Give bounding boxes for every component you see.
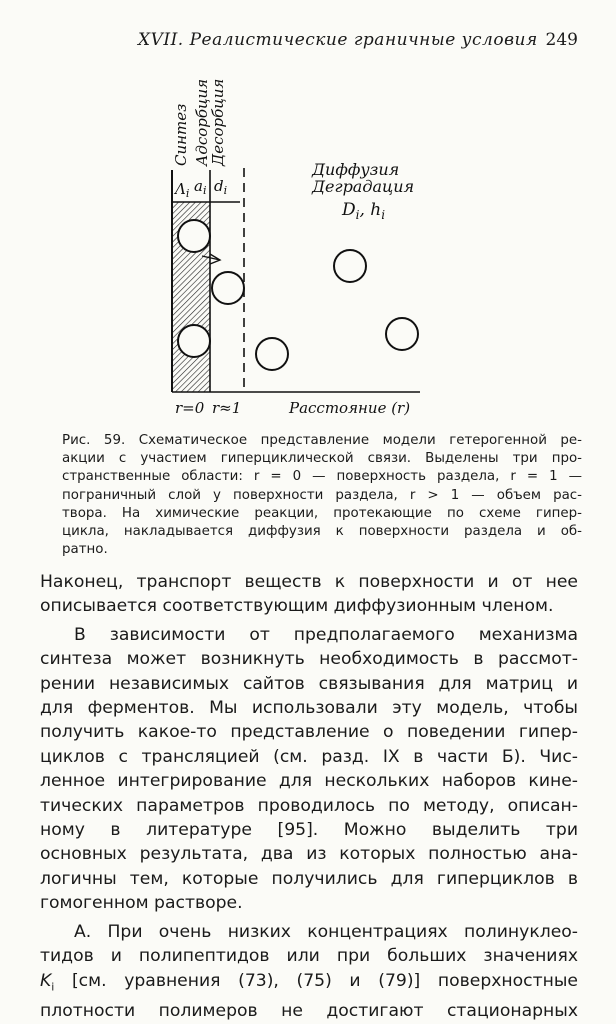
figure-caption — [62, 432, 582, 559]
text-line: гомогенном растворе. — [40, 893, 243, 914]
text-line: плотности полимеров не достигают стационарных — [40, 1001, 578, 1022]
text-line: логичны тем, которые получились для гиперциклов в — [40, 868, 578, 889]
text-line: А. При очень низких концентрациях полинуклео- — [74, 921, 578, 942]
page-number: 249 — [545, 30, 578, 50]
symbol-d: $d_i$ — [214, 177, 228, 197]
caption-line: цикла, накладывается диффузия к поверхности раздела и об- — [62, 524, 582, 540]
figure-59 — [60, 60, 580, 430]
solution-molecule — [386, 318, 418, 350]
text-line: получить какое-то представление о поведении гипер- — [40, 722, 578, 743]
caption-line: пограничный слой у поверхности раздела, r > 1 — объем рас- — [62, 487, 582, 503]
paragraph — [40, 920, 578, 1024]
symbol-lambda: $\Lambda_i$ — [175, 180, 190, 200]
text-line: синтеза может возникнуть необходимость в рассмот- — [40, 649, 578, 670]
running-head-title: XVII. Реалистические граничные условия — [138, 30, 538, 50]
axis-label-distance: Расстояние (r) — [289, 399, 411, 417]
text-line: Наконец, транспорт веществ к поверхности и от нее — [40, 572, 578, 592]
caption-line: акции с участием гиперциклической связи. Выделены три про- — [62, 451, 582, 467]
text-fragment: [см. уравнения (73), (75) и (79)] поверхностные — [54, 970, 578, 991]
caption-line: ратно. — [62, 542, 108, 558]
symbol-a: $a_i$ — [194, 177, 207, 197]
adsorbed-molecule — [178, 220, 210, 252]
text-line: тидов и полипептидов или при больших значениях — [40, 946, 578, 967]
symbol-k: K — [40, 970, 52, 991]
label-adsorption: Адсорбция — [193, 78, 211, 166]
text-line: В зависимости от предполагаемого механизма — [74, 624, 578, 645]
text-line: циклов с трансляцией (см. разд. IX в части Б). Чис- — [40, 746, 578, 767]
caption-line: твора. На химические реакции, протекающие по схеме гипер- — [62, 505, 582, 521]
label-desorption: Десорбция — [209, 78, 227, 166]
label-degradation: Деградация — [312, 177, 415, 196]
label-synthesis: Синтез — [172, 103, 190, 166]
tick-r0: r=0 — [175, 399, 205, 417]
solution-molecule — [334, 250, 366, 282]
symbol-k-index: i — [51, 979, 55, 993]
boundary-layer-molecule — [212, 272, 244, 304]
solution-molecule — [256, 338, 288, 370]
adsorbed-molecule — [178, 325, 210, 357]
running-head — [60, 30, 578, 54]
label-diffusion: Диффузия — [312, 160, 400, 179]
paragraph — [40, 570, 578, 619]
text-line: ному в литературе [95]. Можно выделить три — [40, 820, 578, 841]
text-line: описывается соответствующим диффузионным членом. — [40, 596, 554, 617]
caption-line: странственные области: r = 0 — поверхность раздела, r = 1 — — [62, 469, 582, 485]
tick-r1: r≈1 — [212, 399, 242, 417]
text-line: рении независимых сайтов связывания для матриц и — [40, 673, 578, 694]
paragraph — [40, 623, 578, 916]
caption-line: Рис. 59. Схематическое представление модели гетерогенной ре- — [62, 433, 582, 448]
text-line — [40, 969, 578, 1000]
figure-diagram — [60, 60, 580, 430]
text-line: для ферментов. Мы использовали эту модель, чтобы — [40, 698, 578, 719]
text-line: основных результата, два из которых полностью ана- — [40, 844, 578, 865]
text-line: ленное интегрирование для нескольких наборов кине- — [40, 771, 578, 792]
body-text — [40, 570, 578, 1024]
params-d-h: $D_i$, $h_i$ — [342, 200, 386, 222]
text-line: тических параметров проводилось по методу, описан- — [40, 795, 578, 816]
